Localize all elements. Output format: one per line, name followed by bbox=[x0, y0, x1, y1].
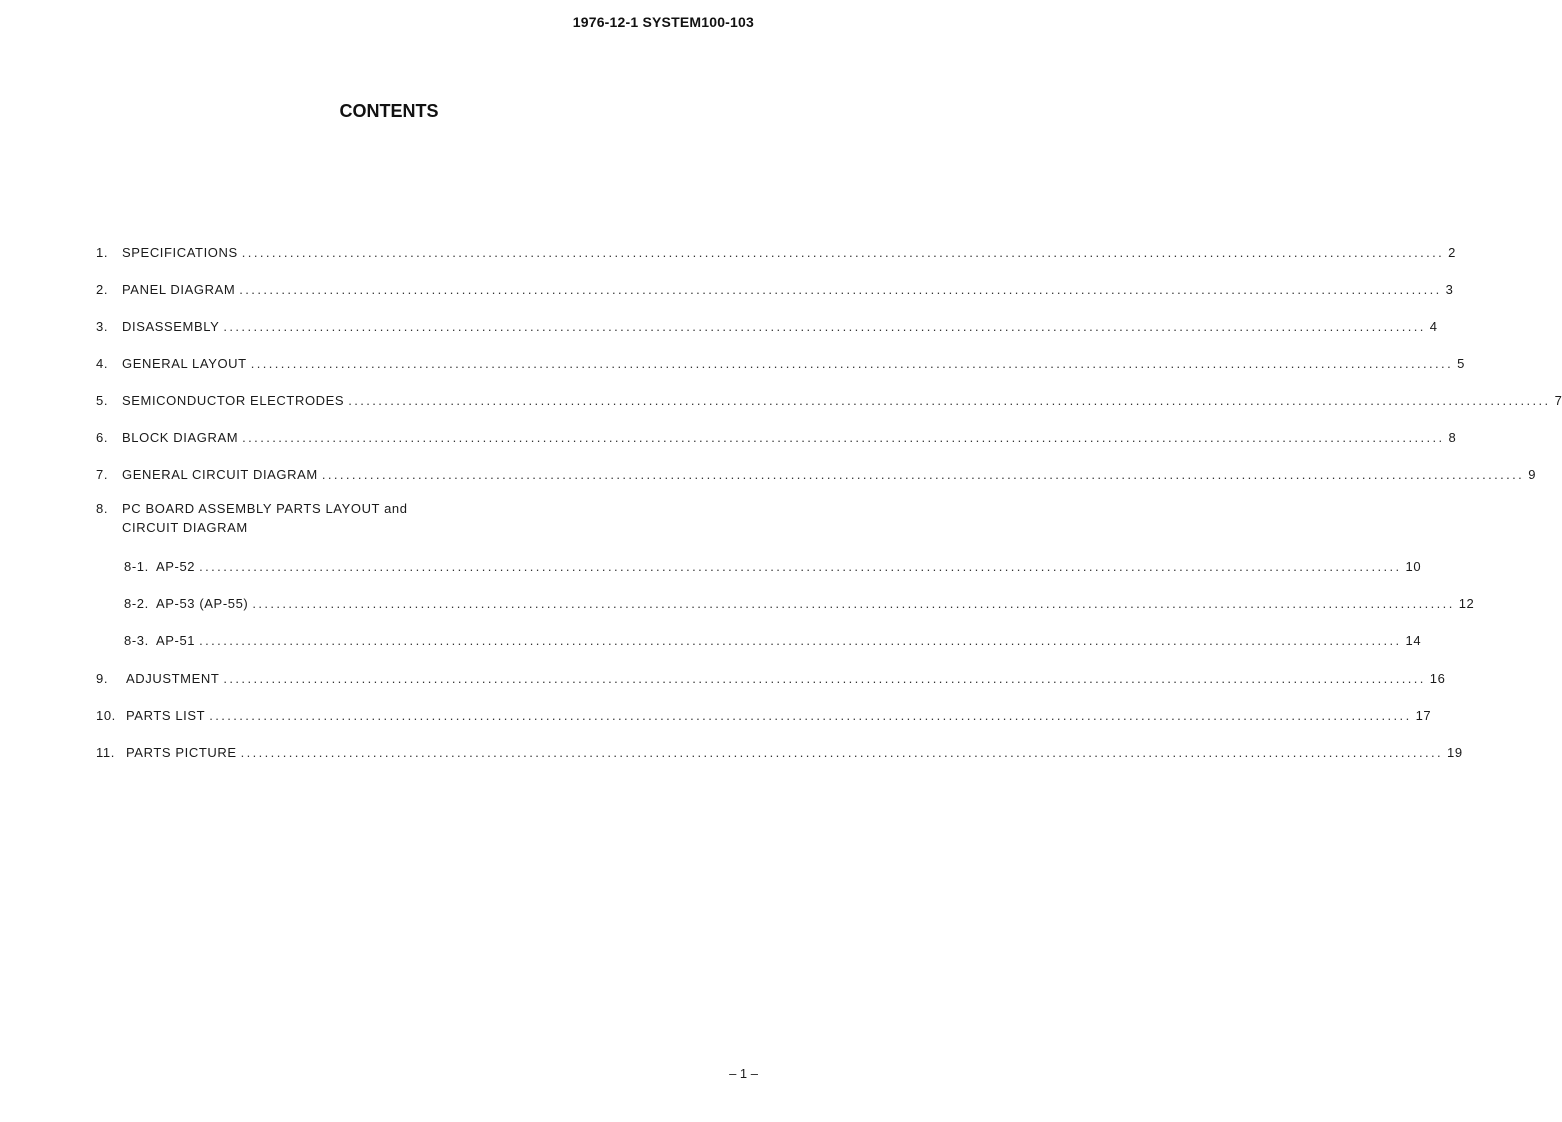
toc-page: 12 bbox=[1458, 596, 1475, 611]
toc-number: 8-1. bbox=[124, 559, 149, 574]
toc-number: 7. bbox=[96, 467, 109, 482]
dot-leader: ........................................................................................................................................................................................................ bbox=[242, 430, 1445, 445]
toc-page: 17 bbox=[1415, 708, 1432, 723]
toc-number: 1. bbox=[96, 245, 109, 260]
toc-item-disassembly bbox=[96, 314, 1438, 334]
toc-page: 7 bbox=[1554, 393, 1562, 408]
toc-label: PARTS LIST bbox=[126, 708, 206, 723]
page-number: – 1 – bbox=[729, 1066, 758, 1081]
toc-item-pc-board-assembly bbox=[96, 499, 408, 537]
toc-label: AP-51 bbox=[156, 633, 196, 648]
toc-number: 6. bbox=[96, 430, 109, 445]
dot-leader: ........................................................................................................................................................................................................ bbox=[239, 282, 1442, 297]
toc-page: 4 bbox=[1429, 319, 1438, 334]
toc-label: DISASSEMBLY bbox=[122, 319, 220, 334]
dot-leader: ........................................................................................................................................................................................................ bbox=[199, 633, 1402, 648]
toc-item-parts-picture bbox=[96, 740, 1463, 760]
toc-number: 8-3. bbox=[124, 633, 149, 648]
toc-subitem-ap-52 bbox=[124, 554, 1422, 574]
dot-leader: ........................................................................................................................................................................................................ bbox=[223, 319, 1426, 334]
dot-leader: ........................................................................................................................................................................................................ bbox=[321, 467, 1525, 482]
toc-item-specifications bbox=[96, 240, 1457, 260]
dot-leader: ........................................................................................................................................................................................................ bbox=[223, 671, 1426, 686]
page-title: CONTENTS bbox=[339, 101, 439, 121]
dot-leader: ........................................................................................................................................................................................................ bbox=[199, 559, 1402, 574]
toc-label: ADJUSTMENT bbox=[126, 671, 220, 686]
toc-number: 5. bbox=[96, 393, 109, 408]
dot-leader: ........................................................................................................................................................................................................ bbox=[348, 393, 1551, 408]
toc-label: AP-53 (AP-55) bbox=[156, 596, 249, 611]
toc-item-parts-list bbox=[96, 703, 1432, 723]
dot-leader: ........................................................................................................................................................................................................ bbox=[250, 356, 1454, 371]
toc-number: 4. bbox=[96, 356, 109, 371]
toc-number: 9. bbox=[96, 671, 109, 686]
toc-page: 9 bbox=[1528, 467, 1537, 482]
toc-label: PARTS PICTURE bbox=[126, 745, 237, 760]
toc-number: 8-2. bbox=[124, 596, 149, 611]
toc-item-semiconductor-electrodes bbox=[96, 388, 1562, 408]
toc-number: 2. bbox=[96, 282, 109, 297]
document-header: 1976-12-1 SYSTEM100-103 bbox=[572, 14, 754, 30]
toc-label: PC BOARD ASSEMBLY PARTS LAYOUT and bbox=[122, 501, 408, 516]
toc-label: SEMICONDUCTOR ELECTRODES bbox=[122, 393, 345, 408]
toc-page: 8 bbox=[1448, 430, 1457, 445]
toc-label: SPECIFICATIONS bbox=[122, 245, 238, 260]
toc-label: BLOCK DIAGRAM bbox=[122, 430, 239, 445]
toc-label: GENERAL LAYOUT bbox=[122, 356, 247, 371]
toc-item-general-circuit-diagram bbox=[96, 462, 1537, 482]
toc-page: 14 bbox=[1405, 633, 1422, 648]
toc-number: 8. bbox=[96, 501, 109, 516]
dot-leader: ........................................................................................................................................................................................................ bbox=[240, 745, 1443, 760]
toc-page: 10 bbox=[1405, 559, 1422, 574]
dot-leader: ........................................................................................................................................................................................................ bbox=[252, 596, 1455, 611]
toc-page: 16 bbox=[1429, 671, 1446, 686]
toc-subitem-ap-53 bbox=[124, 591, 1475, 611]
dot-leader: ........................................................................................................................................................................................................ bbox=[241, 245, 1445, 260]
toc-item-adjustment bbox=[96, 666, 1446, 686]
toc-item-block-diagram bbox=[96, 425, 1457, 445]
toc-label: PANEL DIAGRAM bbox=[122, 282, 236, 297]
toc-page: 19 bbox=[1447, 745, 1463, 760]
toc-subitem-ap-51 bbox=[124, 628, 1422, 648]
toc-label: GENERAL CIRCUIT DIAGRAM bbox=[122, 467, 318, 482]
dot-leader: ........................................................................................................................................................................................................ bbox=[209, 708, 1412, 723]
toc-item-panel-diagram bbox=[96, 277, 1454, 297]
toc-item-general-layout bbox=[96, 351, 1465, 371]
toc-label: AP-52 bbox=[156, 559, 196, 574]
toc-number: 3. bbox=[96, 319, 109, 334]
toc-label-continued: CIRCUIT DIAGRAM bbox=[122, 520, 248, 535]
toc-number: 10. bbox=[96, 708, 116, 723]
toc-page: 3 bbox=[1445, 282, 1454, 297]
toc-page: 2 bbox=[1448, 245, 1457, 260]
toc-page: 5 bbox=[1457, 356, 1465, 371]
toc-number: 11. bbox=[96, 745, 115, 760]
